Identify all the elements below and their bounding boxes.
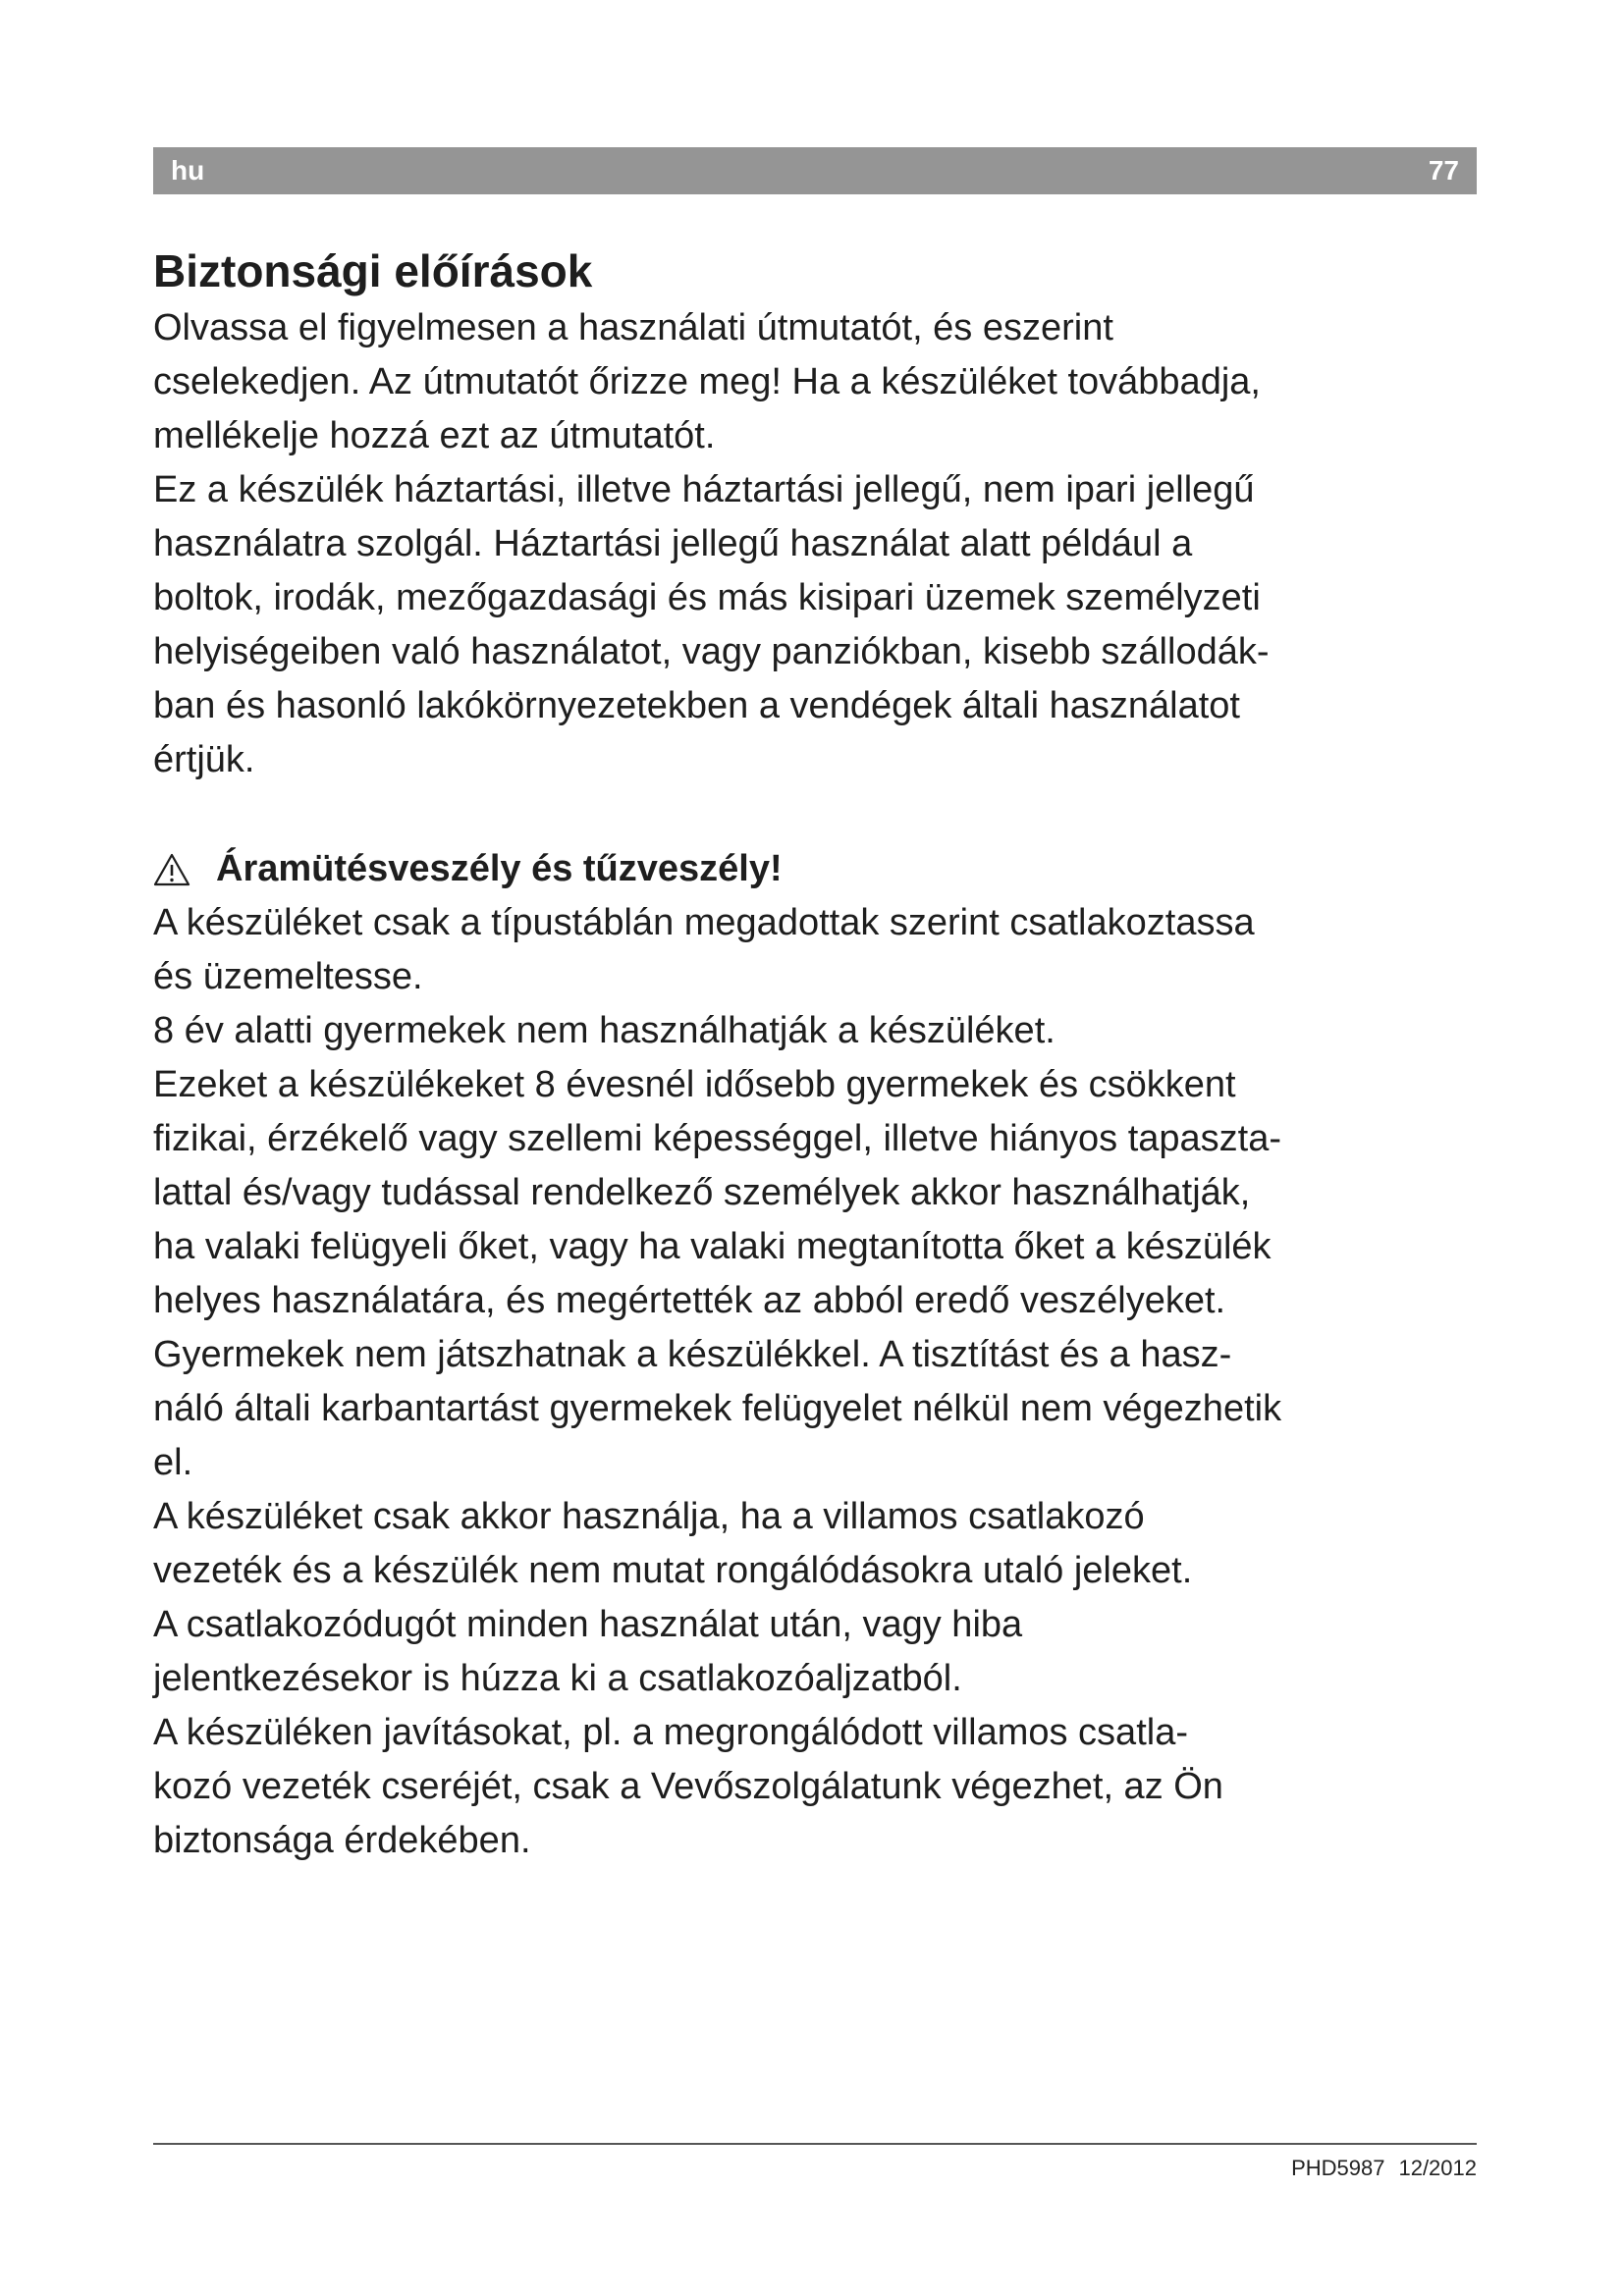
text-line: mellékelje hozzá ezt az útmutatót. <box>153 415 716 456</box>
language-code: hu <box>171 155 205 186</box>
footer <box>1291 2156 1477 2181</box>
text-line: náló általi karbantartást gyermekek felügyelet nélkül nem végezhetik <box>153 1388 1282 1429</box>
text-line: értjük. <box>153 739 255 780</box>
text-line: biztonsága érdekében. <box>153 1820 531 1861</box>
footer-divider <box>153 2143 1477 2145</box>
warning-paragraph <box>153 1328 1477 1490</box>
text-line: helyiségeiben való használatot, vagy panziókban, kisebb szállodák- <box>153 631 1270 672</box>
warning-paragraph <box>153 1706 1477 1868</box>
text-line: cselekedjen. Az útmutatót őrizze meg! Ha a készüléket továbbadja, <box>153 361 1261 402</box>
text-line: el. <box>153 1442 193 1483</box>
page-content <box>153 240 1477 1868</box>
text-line: Ezeket a készülékeket 8 évesnél idősebb gyermekek és csökkent <box>153 1064 1236 1105</box>
text-line: 8 év alatti gyermekek nem használhatják a készüléket. <box>153 1010 1056 1051</box>
text-line: Gyermekek nem játszhatnak a készülékkel. A tisztítást és a hasz- <box>153 1334 1232 1375</box>
page-number: 77 <box>1428 155 1459 186</box>
text-line: boltok, irodák, mezőgazdasági és más kisipari üzemek személyzeti <box>153 577 1261 618</box>
warning-paragraph <box>153 1598 1477 1706</box>
model-number: PHD5987 <box>1291 2156 1385 2180</box>
warning-triangle-icon <box>153 853 190 886</box>
warning-paragraph <box>153 1058 1477 1328</box>
text-line: A készüléken javításokat, pl. a megrongálódott villamos csatla- <box>153 1712 1188 1753</box>
text-line: ban és hasonló lakókörnyezetekben a vendégek általi használatot <box>153 685 1240 726</box>
page-header-bar <box>153 147 1477 194</box>
text-line: vezeték és a készülék nem mutat rongálódásokra utaló jeleket. <box>153 1550 1193 1591</box>
intro-paragraph <box>153 463 1477 787</box>
text-line: helyes használatára, és megértették az abból eredő veszélyeket. <box>153 1280 1226 1321</box>
page-title: Biztonsági előírások <box>153 245 593 296</box>
text-line: ha valaki felügyeli őket, vagy ha valaki megtanította őket a készülék <box>153 1226 1272 1267</box>
warning-paragraph <box>153 896 1477 1004</box>
warning-paragraph <box>153 1004 1477 1058</box>
text-line: Ez a készülék háztartási, illetve háztartási jellegű, nem ipari jellegű <box>153 469 1255 510</box>
text-line: A készüléket csak akkor használja, ha a villamos csatlakozó <box>153 1496 1145 1537</box>
warning-heading-text: Áramütésveszély és tűzveszély! <box>216 848 783 889</box>
text-line: A csatlakozódugót minden használat után, vagy hiba <box>153 1604 1023 1645</box>
text-line: Olvassa el figyelmesen a használati útmutatót, és eszerint <box>153 307 1113 348</box>
text-line: kozó vezeték cseréjét, csak a Vevőszolgálatunk végezhet, az Ön <box>153 1766 1223 1807</box>
intro-paragraph <box>153 301 1477 463</box>
edition-date: 12/2012 <box>1398 2156 1477 2180</box>
text-line: fizikai, érzékelő vagy szellemi képességgel, illetve hiányos tapaszta- <box>153 1118 1281 1159</box>
text-line: A készüléket csak a típustáblán megadottak szerint csatlakoztassa <box>153 902 1255 943</box>
text-line: és üzemeltesse. <box>153 956 423 997</box>
text-line: lattal és/vagy tudással rendelkező személyek akkor használhatják, <box>153 1172 1251 1213</box>
text-line: jelentkezésekor is húzza ki a csatlakozóaljzatból. <box>153 1658 962 1699</box>
warning-heading <box>153 842 1477 896</box>
text-line: használatra szolgál. Háztartási jellegű használat alatt például a <box>153 523 1193 564</box>
warning-paragraph <box>153 1490 1477 1598</box>
